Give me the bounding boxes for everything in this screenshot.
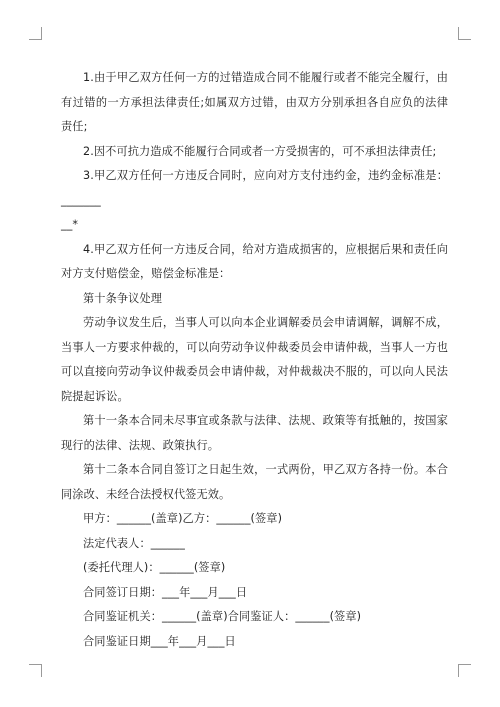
crop-mark-bottom-right: [458, 664, 471, 677]
section-heading-dispute: 第十条争议处理: [83, 291, 163, 305]
authorized-agent-line: (委托代理人)：______(签章): [83, 561, 226, 574]
clause-paragraph-3: 3.甲乙双方任何一方违反合同时，应向对方支付违约金，违约金标准是：_______: [61, 169, 448, 207]
document-body: [61, 66, 448, 654]
dispute-paragraph: 劳动争议发生后，当事人可以向本企业调解委员会申请调解，调解不成，当事人一方要求仲裁的，可以向劳动争议仲裁委员会申请仲裁，当事人一方也可以直接向劳动争议仲裁委员会申请仲裁，对仲裁裁决不服的，可以向人民法院提起诉讼。: [61, 316, 448, 403]
clause-paragraph-4: 4.甲乙双方任何一方违反合同，给对方造成损害的，应根据后果和责任向对方支付赔偿金，赔偿金标准是：: [61, 242, 448, 280]
crop-mark-top-left: [29, 27, 42, 40]
clause-paragraph-2: 2.因不可抗力造成不能履行合同或者一方受损害的，可不承担法律责任;: [83, 144, 437, 158]
clause-paragraph-3-continuation: __*: [61, 218, 79, 231]
crop-mark-top-right: [458, 27, 471, 40]
signature-parties-line: 甲方：______(盖章)乙方：______(签章): [83, 512, 283, 525]
article-eleven-paragraph: 第十一条本合同未尽事宜或条款与法律、法规、政策等有抵触的，按国家现行的法律、法规、政策执行。: [61, 414, 448, 452]
crop-mark-bottom-left: [29, 664, 42, 677]
notary-date-line: 合同鉴证日期___年___月___日: [83, 634, 236, 648]
article-twelve-paragraph: 第十二条本合同自签订之日起生效，一式两份，甲乙双方各持一份。本合同涂改、未经合法授权代签无效。: [61, 463, 448, 501]
signing-date-line: 合同签订日期：___年___月___日: [83, 585, 248, 599]
notary-authority-line: 合同鉴证机关：______(盖章)合同鉴证人：______(签章): [83, 610, 362, 623]
clause-paragraph-1: 1.由于甲乙双方任何一方的过错造成合同不能履行或者不能完全履行，由有过错的一方承担法律责任;如属双方过错，由双方分别承担各自应负的法律责任;: [61, 71, 448, 133]
legal-representative-line: 法定代表人：______: [83, 536, 185, 550]
